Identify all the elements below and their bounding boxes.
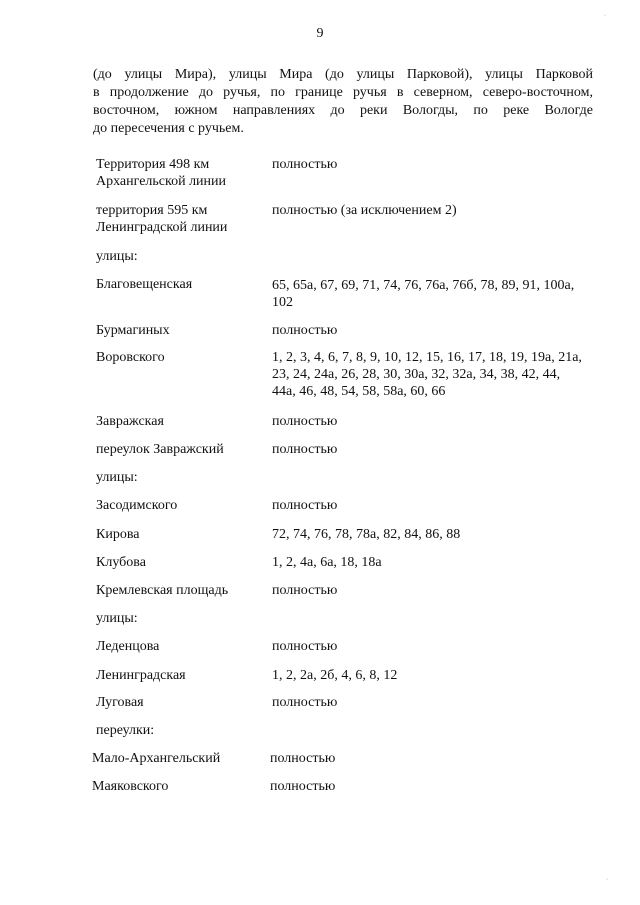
address-name: Клубова bbox=[96, 555, 146, 570]
address-name: Засодимского bbox=[96, 498, 178, 513]
address-value: 72, 74, 76, 78, 78а, 82, 84, 86, 88 bbox=[272, 527, 461, 542]
address-value-line: 23, 24, 24а, 26, 28, 30, 30а, 32, 32а, 34, 38, 42, 44, bbox=[272, 367, 561, 382]
address-value: полностью bbox=[272, 639, 338, 654]
address-name-line: территория 595 км bbox=[96, 203, 208, 218]
address-value: полностью bbox=[272, 583, 338, 598]
address-value: 1, 2, 2а, 2б, 4, 6, 8, 12 bbox=[272, 668, 398, 683]
address-value-line: 1, 2, 3, 4, 6, 7, 8, 9, 10, 12, 15, 16, 17, 18, 19, 19а, 21а, bbox=[272, 350, 582, 365]
section-label: улицы: bbox=[96, 470, 138, 485]
address-name: Кирова bbox=[96, 527, 140, 542]
address-name: Маяковского bbox=[92, 779, 169, 794]
address-value-line: 102 bbox=[272, 295, 293, 310]
address-value: полностью (за исключением 2) bbox=[272, 203, 457, 218]
address-name: Воровского bbox=[96, 350, 165, 365]
address-value: полностью bbox=[270, 751, 336, 766]
address-value: полностью bbox=[272, 442, 338, 457]
address-name-line: Территория 498 км bbox=[96, 157, 210, 172]
address-name: Завражская bbox=[96, 414, 164, 429]
address-name-line: Ленинградской линии bbox=[96, 220, 228, 235]
intro-line: восточном, южном направлениях до реки Вологды, по реке Вологде bbox=[93, 103, 593, 118]
address-value: полностью bbox=[270, 779, 336, 794]
section-label: переулки: bbox=[96, 723, 155, 738]
address-value-line: 65, 65а, 67, 69, 71, 74, 76, 76а, 76б, 78, 89, 91, 100а, bbox=[272, 278, 575, 293]
intro-line: в продолжение до ручья, по границе ручья в северном, северо-восточном, bbox=[93, 85, 593, 100]
address-name bbox=[96, 156, 266, 190]
address-name bbox=[96, 202, 266, 236]
address-value bbox=[272, 349, 607, 400]
address-name: Луговая bbox=[96, 695, 144, 710]
address-name: Мало-Архангельский bbox=[92, 751, 221, 766]
intro-line: (до улицы Мира), улицы Мира (до улицы Парковой), улицы Парковой bbox=[93, 67, 593, 82]
address-value bbox=[272, 277, 607, 311]
address-value: полностью bbox=[272, 414, 338, 429]
page-number: 9 bbox=[316, 26, 324, 41]
intro-line: до пересечения с ручьем. bbox=[93, 121, 244, 136]
scan-speck: · bbox=[606, 877, 608, 883]
address-value: 1, 2, 4а, 6а, 18, 18а bbox=[272, 555, 382, 570]
section-label: улицы: bbox=[96, 611, 138, 626]
address-value: полностью bbox=[272, 498, 338, 513]
address-value: полностью bbox=[272, 157, 338, 172]
address-value: полностью bbox=[272, 323, 338, 338]
section-label: улицы: bbox=[96, 249, 138, 264]
address-value: полностью bbox=[272, 695, 338, 710]
address-name: переулок Завражский bbox=[96, 442, 224, 457]
address-name-line: Архангельской линии bbox=[96, 174, 227, 189]
address-name: Благовещенская bbox=[96, 277, 193, 292]
address-name: Ленинградская bbox=[96, 668, 186, 683]
address-value-line: 44а, 46, 48, 54, 58, 58а, 60, 66 bbox=[272, 384, 446, 399]
address-name: Кремлевская площадь bbox=[96, 583, 229, 598]
scan-speck: · bbox=[604, 13, 606, 19]
address-name: Леденцова bbox=[96, 639, 160, 654]
address-name: Бурмагиных bbox=[96, 323, 170, 338]
